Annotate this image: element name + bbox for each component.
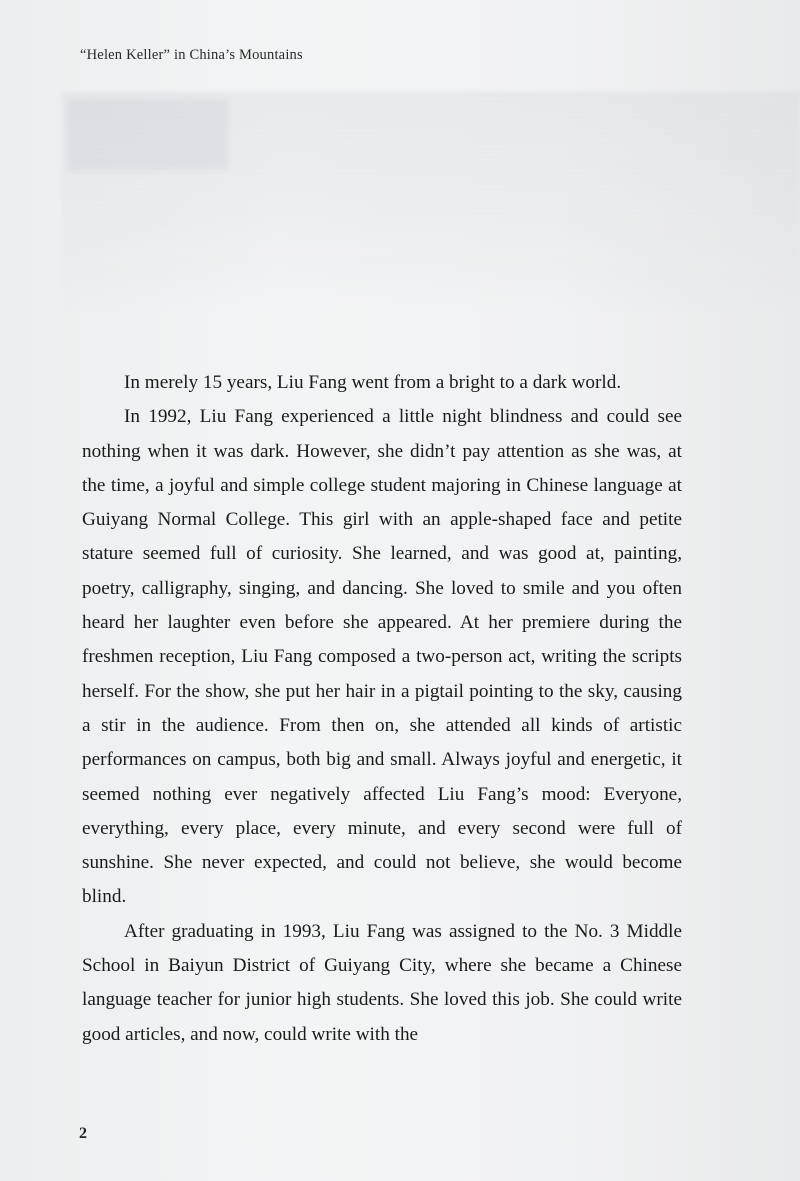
paragraph: In 1992, Liu Fang experienced a little night blindness and could see nothing when it was dark. However, she didn’t pay attention as she was, at the time, a joyful and simple college student majoring in Chinese language at Guiyang Normal College. This girl with an apple-shaped face and petite stature seemed full of curiosity. She learned, and was good at, painting, poetry, calligraphy, singing, and dancing. She loved to smile and you often heard her laughter even before she appeared. At her premiere during the freshmen reception, Liu Fang composed a two-person act, writing the scripts herself. For the show, she put her hair in a pigtail pointing to the sky, causing a stir in the audience. From then on, she attended all kinds of artistic performances on campus, both big and small. Always joyful and energetic, it seemed nothing ever negatively affected Liu Fang’s mood: Everyone, everything, every place, every minute, and every second were full of sunshine. She never expected, and could not believe, she would become blind. [82,406,682,908]
paragraph: In merely 15 years, Liu Fang went from a bright to a dark world. [124,372,622,393]
body-text [82,366,682,1052]
running-head: “Helen Keller” in China’s Mountains [80,47,303,63]
page-number: 2 [79,1125,87,1142]
show-through-image [68,100,228,170]
paragraph: After graduating in 1993, Liu Fang was assigned to the No. 3 Middle School in Baiyun District of Guiyang City, where she became a Chinese language teacher for junior high students. She loved this job. She could write good articles, and now, could write with the [82,920,682,1045]
